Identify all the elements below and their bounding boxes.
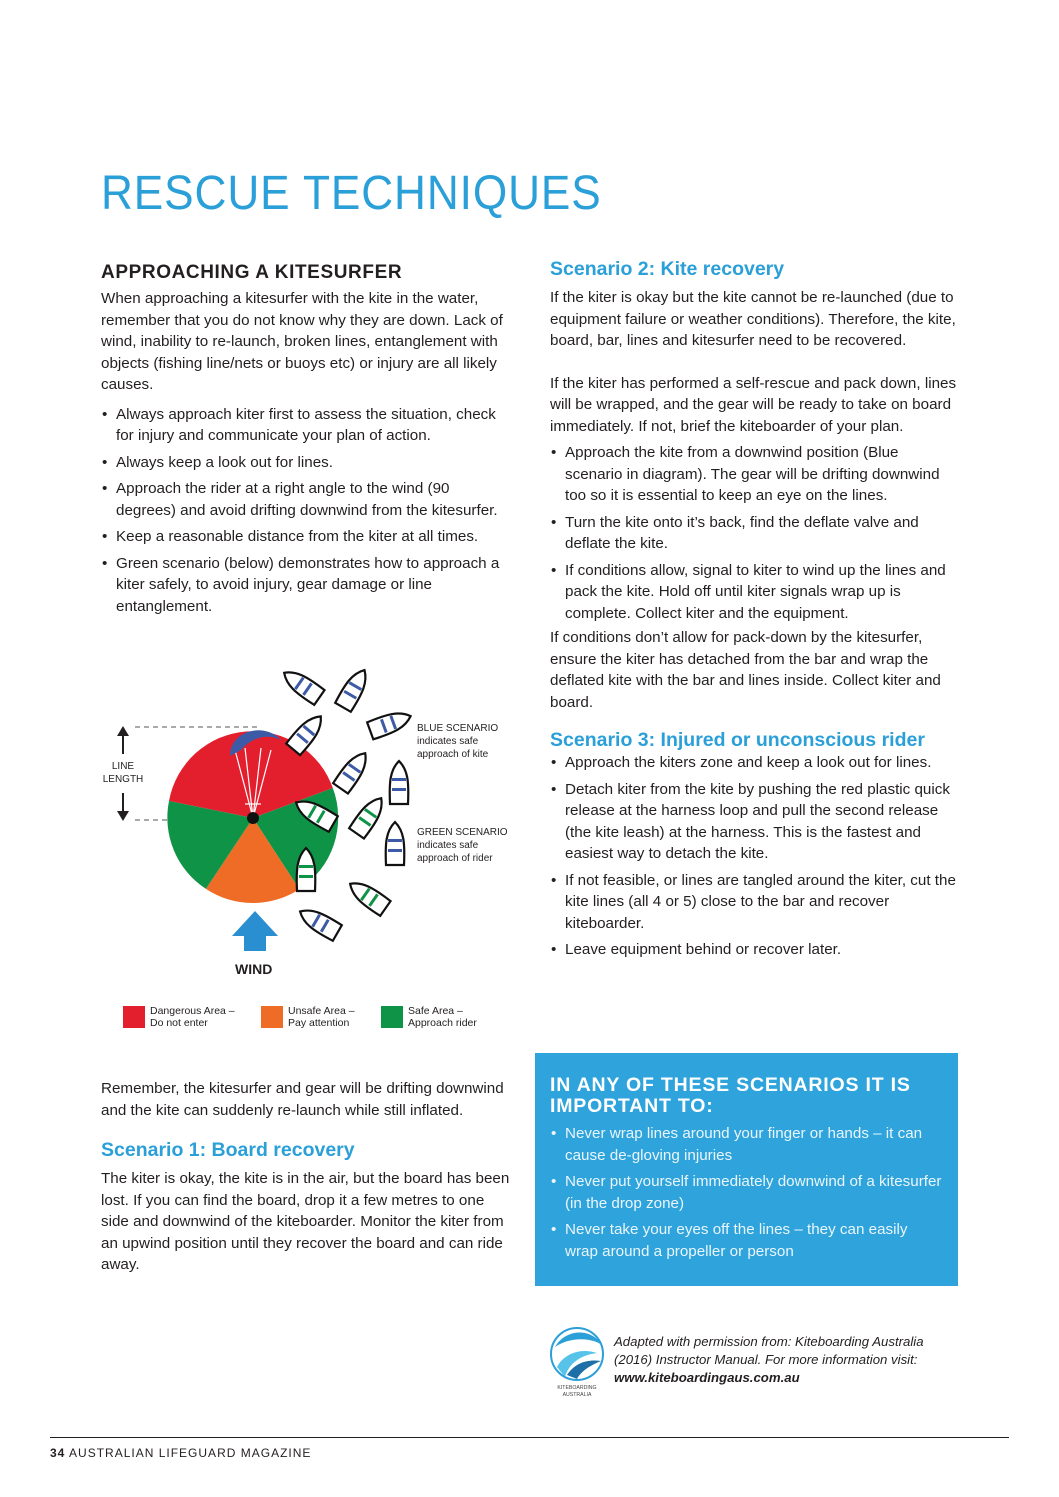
boat-icon — [335, 665, 373, 712]
callout-heading: IN ANY OF THESE SCENARIOS IT IS IMPORTANT TO: — [550, 1074, 911, 1117]
boat-icon — [390, 761, 409, 804]
legend-label: Dangerous Area – — [150, 1005, 235, 1017]
blue-scenario-desc: indicates safe approach of kite — [417, 736, 489, 760]
page-footer — [50, 1446, 311, 1460]
list-item: • Never take your eyes off the lines – they can easily wrap around a propeller or person — [550, 1219, 944, 1262]
legend-item-danger — [123, 1006, 235, 1029]
rider-icon — [247, 812, 259, 824]
approaching-heading: APPROACHING A KITESURFER — [101, 262, 403, 283]
logo-text-2: AUSTRALIA — [562, 1392, 592, 1398]
scenario-3-bullet-list — [550, 752, 960, 961]
list-item: • Keep a reasonable distance from the kiter at all times. — [101, 526, 511, 548]
list-item: • If not feasible, or lines are tangled around the kiter, cut the kite lines (all 4 or 5) close to the bar and recover kiteboarder. — [550, 870, 960, 935]
left-column — [101, 262, 511, 622]
list-item: • Leave equipment behind or recover later. — [550, 939, 960, 961]
list-item: • Approach the kite from a downwind position (Blue scenario in diagram). The gear will be drifting downwind too so it is essential to keep an eye on the lines. — [550, 442, 960, 507]
scenario-2-para-2: If the kiter has performed a self-rescue and pack down, lines will be wrapped, and the gear will be ready to take on board immediately. If not, brief the kiteboarder of your plan. — [550, 374, 957, 435]
approaching-intro: When approaching a kitesurfer with the kite in the water, remember that you do not know why they are down. Lack of wind, inability to re-launch, broken lines, entanglement with objects (fishing line/nets or buoys etc) or injury are all likely causes. — [101, 290, 503, 393]
boat-icon — [367, 707, 414, 739]
boats-group — [279, 665, 414, 941]
legend-sublabel: Do not enter — [150, 1016, 208, 1029]
right-column — [550, 258, 960, 966]
credit-url-link[interactable]: www.kiteboardingaus.com.au — [614, 1370, 800, 1385]
list-item: • Detach kiter from the kite by pushing the red plastic quick release at the harness loop and pull the second release (the kite leash) at the harness. This is the fastest and easiest way to detach the kite. — [550, 779, 960, 865]
boat-icon — [333, 748, 373, 794]
logo-icon — [547, 1325, 607, 1400]
wind-arrow-icon — [232, 911, 278, 951]
legend-label: Unsafe Area – — [288, 1005, 355, 1017]
legend-sublabel: Approach rider — [408, 1016, 477, 1029]
kiteboarding-australia-logo — [547, 1325, 607, 1400]
legend-swatch-unsafe — [261, 1006, 283, 1028]
legend-text — [408, 1006, 477, 1029]
line-length-label: LINE LENGTH — [102, 761, 144, 785]
legend-text — [150, 1006, 235, 1029]
scenario-2-bullet-list — [550, 442, 960, 624]
list-item: • Approach the rider at a right angle to the wind (90 degrees) and avoid drifting downwind from the kitesurfer. — [101, 478, 511, 521]
footer-divider — [50, 1437, 1009, 1438]
list-item: • Always approach kiter first to assess the situation, check for injury and communicate your plan of action. — [101, 404, 511, 447]
legend-swatch-danger — [123, 1006, 145, 1028]
green-scenario-title: GREEN SCENARIO — [417, 827, 508, 838]
credit-note: Adapted with permission from: Kiteboarding Australia (2016) Instructor Manual. For more information visit: — [614, 1334, 924, 1367]
scenario-1-text: The kiter is okay, the kite is in the air, but the board has been lost. If you can find the board, drop it a few metres to one side and downwind of the kiteboarder. Monitor the kiter from an upwind position until they recover the board and can ride away. — [101, 1170, 510, 1273]
list-item: • Never put yourself immediately downwind of a kitesurfer (in the drop zone) — [550, 1171, 944, 1214]
scenario-2-para-1: If the kiter is okay but the kite cannot be re-launched (due to equipment failure or weather conditions). Therefore, the kite, board, bar, lines and kitesurfer need to be recovered. — [550, 289, 956, 349]
list-item: • Never wrap lines around your finger or hands – it can cause de-gloving injuries — [550, 1123, 944, 1166]
boat-icon — [349, 793, 389, 839]
blue-scenario-title: BLUE SCENARIO — [417, 723, 499, 734]
legend-sublabel: Pay attention — [288, 1016, 350, 1029]
legend-item-unsafe — [261, 1006, 355, 1029]
list-item: • Approach the kiters zone and keep a look out for lines. — [550, 752, 960, 774]
approach-diagram — [95, 660, 535, 1040]
legend-label: Safe Area – — [408, 1005, 463, 1017]
diagram-legend — [123, 1006, 523, 1032]
wind-label: WIND — [235, 961, 273, 977]
list-item: • Turn the kite onto it’s back, find the deflate valve and deflate the kite. — [550, 512, 960, 555]
boat-icon — [286, 710, 328, 755]
list-item: • Always keep a look out for lines. — [101, 452, 511, 474]
page-number: 34 — [50, 1446, 66, 1460]
page-title: RESCUE TECHNIQUES — [101, 167, 602, 220]
important-callout — [535, 1053, 958, 1286]
logo-text-1: KITEBOARDING — [557, 1385, 597, 1391]
list-item: • Green scenario (below) demonstrates how to approach a kiter safely, to avoid injury, gear damage or line entanglement. — [101, 553, 511, 618]
remember-paragraph: Remember, the kitesurfer and gear will be drifting downwind and the kite can suddenly re-launch while still inflated. — [101, 1080, 504, 1119]
scenario-1-heading: Scenario 1: Board recovery — [101, 1139, 355, 1161]
boat-icon — [279, 665, 325, 705]
legend-text — [288, 1006, 355, 1029]
scenario-2-para-3: If conditions don’t allow for pack-down by the kitesurfer, ensure the kiter has detached from the bar and wrap the deflated kite with the bar and lines inside. Collect kiter and board. — [550, 629, 941, 711]
list-item: • If conditions allow, signal to kiter to wind up the lines and pack the kite. Hold off until kiter signals wrap up is complete. Collect kiter and the equipment. — [550, 560, 960, 625]
approaching-bullet-list — [101, 404, 511, 618]
green-scenario-desc: indicates safe approach of rider — [417, 840, 493, 864]
scenario-3-heading: Scenario 3: Injured or unconscious rider — [550, 729, 925, 751]
legend-swatch-safe — [381, 1006, 403, 1028]
scenario-2-heading: Scenario 2: Kite recovery — [550, 258, 785, 280]
up-arrow-head-icon — [117, 726, 129, 736]
left-column-lower — [101, 1078, 511, 1276]
callout-bullet-list — [550, 1123, 944, 1262]
legend-item-safe — [381, 1006, 477, 1029]
down-arrow-head-icon — [117, 811, 129, 821]
magazine-name: AUSTRALIAN LIFEGUARD MAGAZINE — [69, 1446, 312, 1460]
boat-icon — [386, 822, 405, 865]
boat-icon — [345, 876, 391, 916]
credit-text — [614, 1333, 954, 1387]
boat-icon — [295, 903, 342, 941]
